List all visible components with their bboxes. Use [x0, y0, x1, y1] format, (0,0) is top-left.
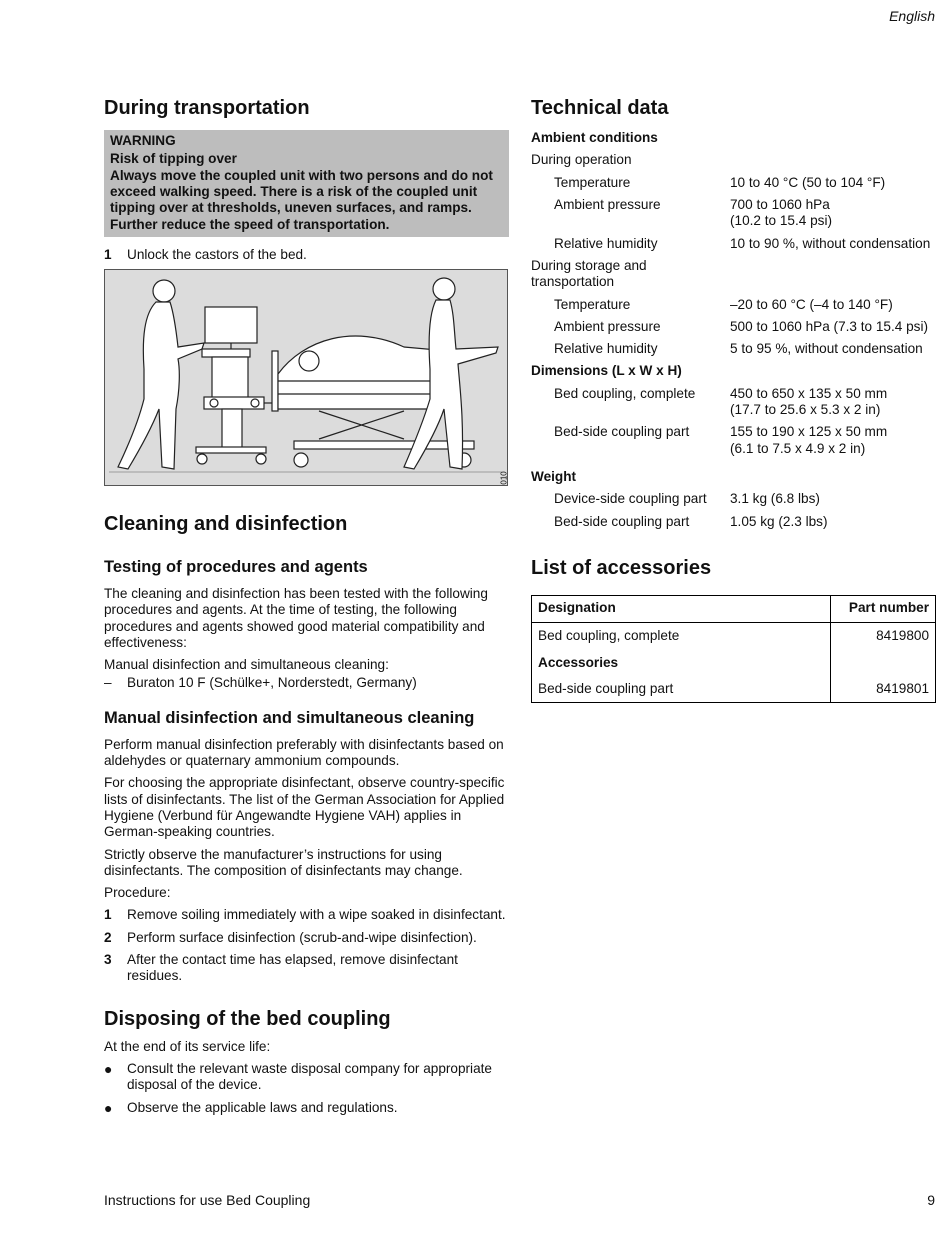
manual-paragraph-3: Strictly observe the manufacturer’s instructions for using disinfectants. The composition of disinfectants may change. — [104, 846, 463, 878]
spec-label: Device-side coupling part — [554, 491, 707, 507]
spec-value: 10 to 40 °C (50 to 104 °F) — [730, 174, 886, 190]
step-number: 3 — [104, 952, 112, 968]
spec-value — [730, 424, 936, 457]
cell-designation: Bed-side coupling part — [538, 680, 674, 696]
testing-agent-item — [104, 675, 509, 691]
spec-value-line: 450 to 650 x 135 x 50 mm — [730, 385, 888, 401]
transport-step — [104, 247, 509, 263]
spec-label: Relative humidity — [554, 341, 658, 357]
cell-designation: Accessories — [538, 654, 619, 670]
transport-heading: During transportation — [104, 97, 310, 119]
spec-value — [730, 197, 936, 230]
manual-heading: Manual disinfection and simultaneous cleaning — [104, 708, 475, 727]
bullet-text: Observe the applicable laws and regulations. — [127, 1099, 398, 1115]
cell-part-number — [831, 650, 936, 676]
manual-paragraph-2: For choosing the appropriate disinfectant, observe country-specific lists of disinfectants. The list of the German Association for Applied Hygiene (Verbund für Angewandte Hygiene VAH) applies in German-speaking countries. — [104, 775, 505, 840]
step-text: Unlock the castors of the bed. — [127, 246, 307, 262]
procedure-step — [104, 907, 509, 923]
page-number: 9 — [927, 1192, 935, 1208]
spec-value-line: (6.1 to 7.5 x 4.9 x 2 in) — [730, 440, 866, 456]
disposal-bullet — [104, 1100, 509, 1117]
warning-title: Risk of tipping over — [110, 151, 237, 167]
spec-row — [531, 297, 936, 313]
cell-designation: Bed coupling, complete — [538, 628, 680, 644]
bullet-icon: ● — [104, 1061, 113, 1078]
disposal-bullet — [104, 1061, 509, 1094]
spec-row — [531, 236, 936, 252]
spec-row — [531, 514, 936, 530]
spec-row — [531, 319, 936, 335]
table-row — [532, 676, 936, 703]
dimensions-heading: Dimensions (L x W x H) — [531, 363, 682, 379]
procedure-step — [104, 930, 509, 946]
weight-heading: Weight — [531, 469, 577, 484]
warning-box — [104, 130, 509, 237]
spec-row — [531, 491, 936, 507]
spec-value: 500 to 1060 hPa (7.3 to 15.4 psi) — [730, 318, 929, 334]
footer-document-title: Instructions for use Bed Coupling — [104, 1192, 311, 1208]
step-text: Remove soiling immediately with a wipe soaked in disinfectant. — [127, 907, 506, 923]
spec-value: –20 to 60 °C (–4 to 140 °F) — [730, 296, 893, 312]
spec-value-line: (10.2 to 15.4 psi) — [730, 213, 833, 229]
cleaning-heading: Cleaning and disinfection — [104, 513, 348, 536]
step-number: 1 — [104, 907, 112, 923]
storage-label: During storage and transportation — [531, 257, 647, 290]
spec-value: 3.1 kg (6.8 lbs) — [730, 491, 820, 507]
manual-paragraph-1: Perform manual disinfection preferably with disinfectants based on aldehydes or quaternary ammonium compounds. — [104, 736, 504, 768]
spec-row — [531, 175, 936, 191]
table-row — [532, 650, 936, 676]
ambient-heading: Ambient conditions — [531, 130, 658, 145]
spec-value: 10 to 90 %, without condensation — [730, 235, 931, 251]
testing-paragraph-2: Manual disinfection and simultaneous cleaning: — [104, 657, 389, 673]
language-label: English — [889, 8, 935, 24]
spec-label: Bed-side coupling part — [554, 513, 690, 529]
transport-illustration-svg — [104, 269, 508, 486]
spec-label: Temperature — [554, 296, 631, 312]
spec-label: Bed-side coupling part — [554, 424, 690, 440]
disposal-intro: At the end of its service life: — [104, 1038, 271, 1054]
testing-agent-text: Buraton 10 F (Schülke+, Norderstedt, Germany) — [127, 674, 417, 690]
spec-label: Temperature — [554, 174, 631, 190]
disposal-heading: Disposing of the bed coupling — [104, 1007, 391, 1030]
cell-part-number: 8419801 — [831, 676, 936, 703]
bullet-icon: ● — [104, 1099, 113, 1116]
spec-value: 1.05 kg (2.3 lbs) — [730, 513, 828, 529]
procedure-label: Procedure: — [104, 885, 171, 901]
spec-row — [531, 197, 936, 230]
spec-row — [531, 386, 936, 419]
technical-heading: Technical data — [531, 97, 669, 119]
right-column — [531, 96, 936, 703]
spec-value: 5 to 95 %, without condensation — [730, 341, 923, 357]
column-header-designation: Designation — [532, 595, 831, 622]
step-number: 1 — [104, 246, 112, 262]
testing-heading: Testing of procedures and agents — [104, 558, 368, 577]
step-number: 2 — [104, 929, 112, 945]
table-row — [532, 623, 936, 650]
spec-row — [531, 424, 936, 457]
warning-text: Always move the coupled unit with two persons and do not exceed walking speed. There is a risk of the coupled unit tipping over at thresholds, uneven surfaces, and ramps. Further reduce the speed of transportation. — [110, 167, 493, 232]
table-header-row — [532, 595, 936, 622]
step-text: After the contact time has elapsed, remove disinfectant residues. — [127, 952, 458, 984]
spec-label: Ambient pressure — [554, 196, 661, 212]
procedure-step — [104, 952, 509, 985]
dash-symbol: – — [104, 674, 112, 690]
spec-label: Relative humidity — [554, 235, 658, 251]
figure-code: 010 — [499, 470, 509, 485]
spec-label: Ambient pressure — [554, 318, 661, 334]
spec-row — [531, 341, 936, 357]
accessories-heading: List of accessories — [531, 556, 712, 579]
step-text: Perform surface disinfection (scrub-and-wipe disinfection). — [127, 929, 477, 945]
spec-value-line: (17.7 to 25.6 x 5.3 x 2 in) — [730, 402, 881, 418]
transport-illustration — [104, 269, 508, 486]
warning-label: WARNING — [110, 133, 176, 148]
operation-label: During operation — [531, 152, 632, 168]
testing-paragraph-1: The cleaning and disinfection has been tested with the following procedures and agents. At the time of testing, the following procedures and agents showed good material compatibility and effectiveness: — [104, 585, 488, 650]
cell-part-number: 8419800 — [831, 623, 936, 650]
spec-value — [730, 386, 936, 419]
spec-value-line: 700 to 1060 hPa — [730, 196, 830, 212]
column-header-part-number: Part number — [831, 595, 936, 622]
spec-value-line: 155 to 190 x 125 x 50 mm — [730, 424, 888, 440]
bullet-text: Consult the relevant waste disposal company for appropriate disposal of the device. — [127, 1061, 492, 1093]
accessories-table — [531, 595, 936, 703]
left-column — [104, 96, 509, 1122]
spec-label: Bed coupling, complete — [554, 385, 696, 401]
